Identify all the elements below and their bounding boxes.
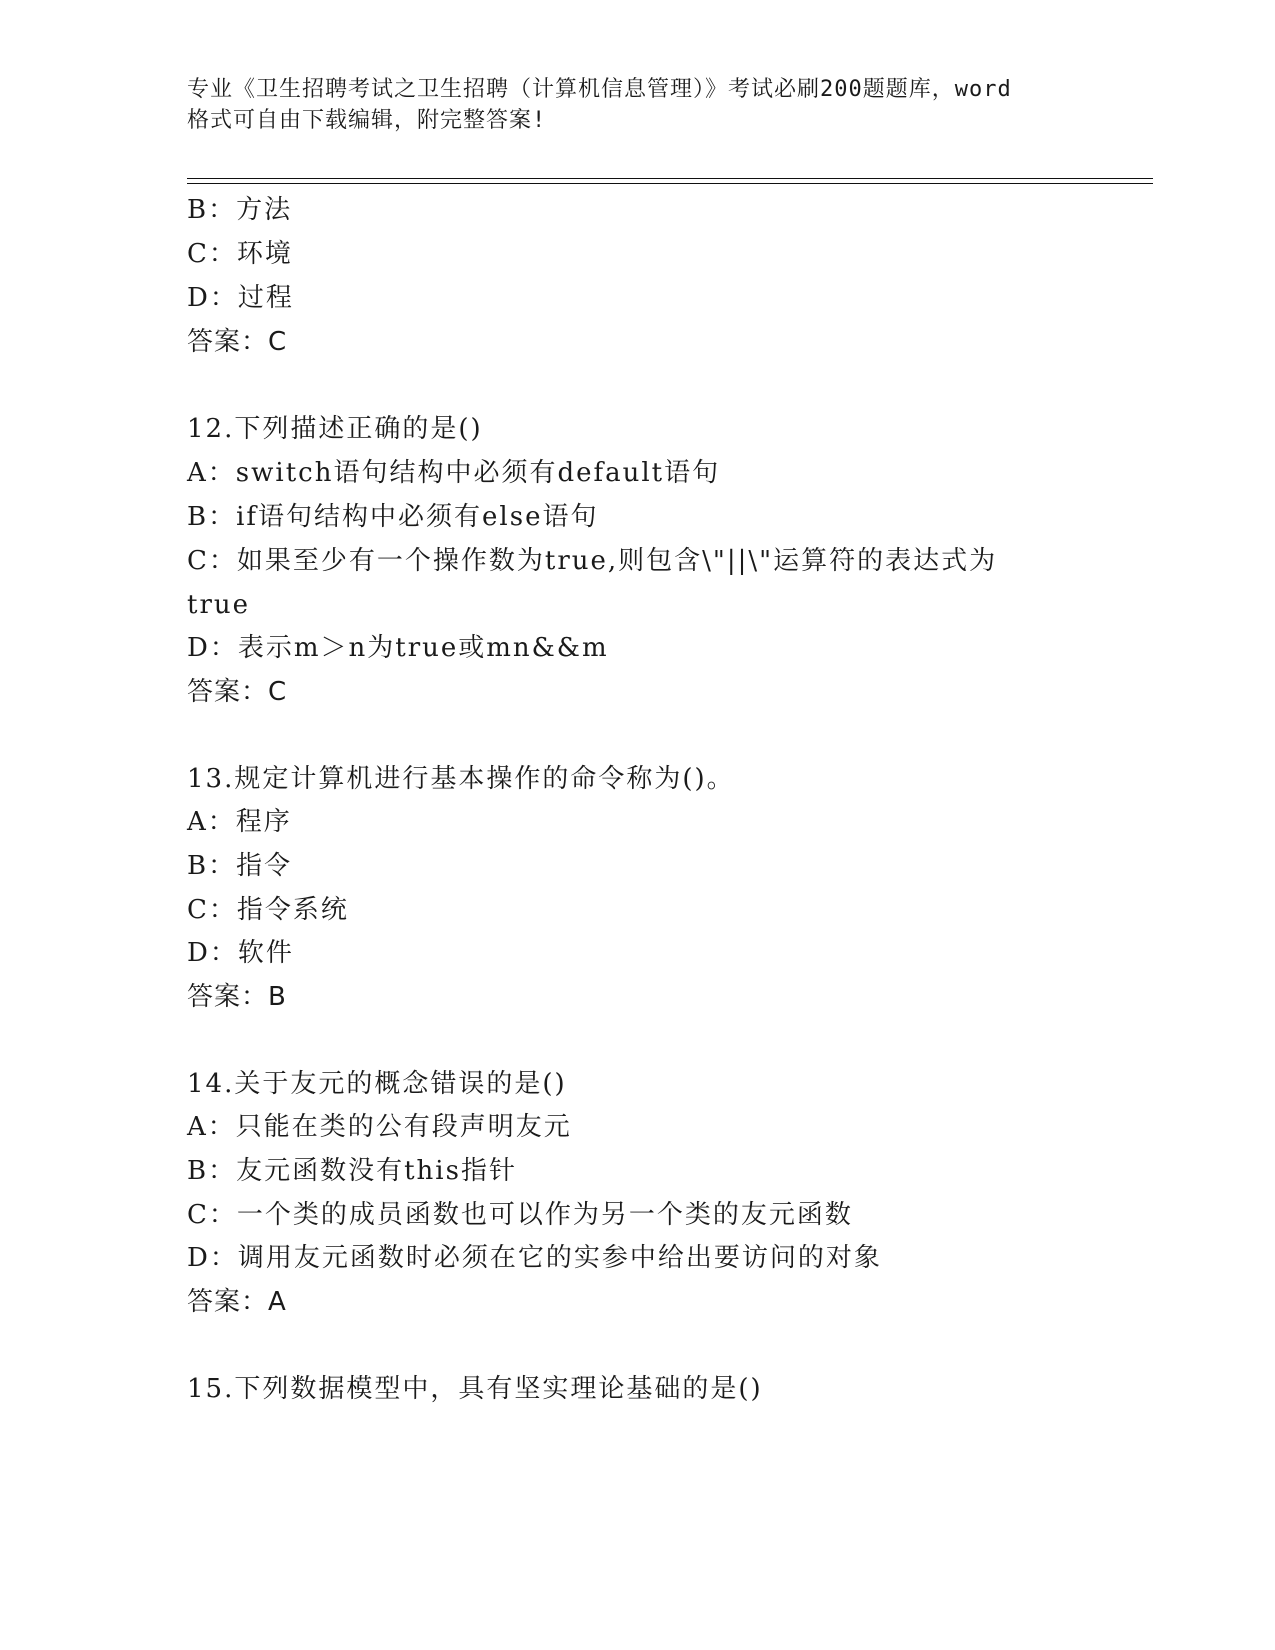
header-line-2: 格式可自由下载编辑，附完整答案! (187, 108, 547, 133)
option-d: D：表示m＞n为true或mn&&m (187, 633, 609, 663)
answer: 答案：C (187, 327, 288, 357)
question-13: 13.规定计算机进行基本操作的命令称为()。 (187, 764, 735, 794)
question-12: 12.下列描述正确的是() (187, 414, 483, 444)
option-a: A：只能在类的公有段声明友元 (187, 1112, 572, 1142)
header-divider-bottom (187, 183, 1153, 184)
answer: 答案：C (187, 677, 288, 707)
option-c-continued: true (187, 590, 251, 620)
header-divider-top (187, 178, 1153, 179)
question-14: 14.关于友元的概念错误的是() (187, 1069, 567, 1099)
option-b: B：指令 (187, 851, 293, 881)
option-c: C：一个类的成员函数也可以作为另一个类的友元函数 (187, 1200, 853, 1230)
option-c: C：环境 (187, 239, 293, 269)
option-b: B：方法 (187, 195, 293, 225)
option-b: B：if语句结构中必须有else语句 (187, 502, 599, 532)
option-d: D：过程 (187, 283, 294, 313)
option-c: C：如果至少有一个操作数为true,则包含\"||\"运算符的表达式为 (187, 546, 998, 576)
answer: 答案：A (187, 1287, 287, 1317)
option-b: B：友元函数没有this指针 (187, 1156, 517, 1186)
option-c: C：指令系统 (187, 895, 349, 925)
option-a: A：switch语句结构中必须有default语句 (187, 458, 721, 488)
document-header (187, 74, 1087, 136)
answer: 答案：B (187, 982, 287, 1012)
header-line-1: 专业《卫生招聘考试之卫生招聘（计算机信息管理）》考试必刷200题题库，word (187, 77, 1012, 102)
option-d: D：软件 (187, 938, 294, 968)
question-15: 15.下列数据模型中，具有坚实理论基础的是() (187, 1374, 763, 1404)
option-d: D：调用友元函数时必须在它的实参中给出要访问的对象 (187, 1243, 882, 1273)
option-a: A：程序 (187, 807, 292, 837)
